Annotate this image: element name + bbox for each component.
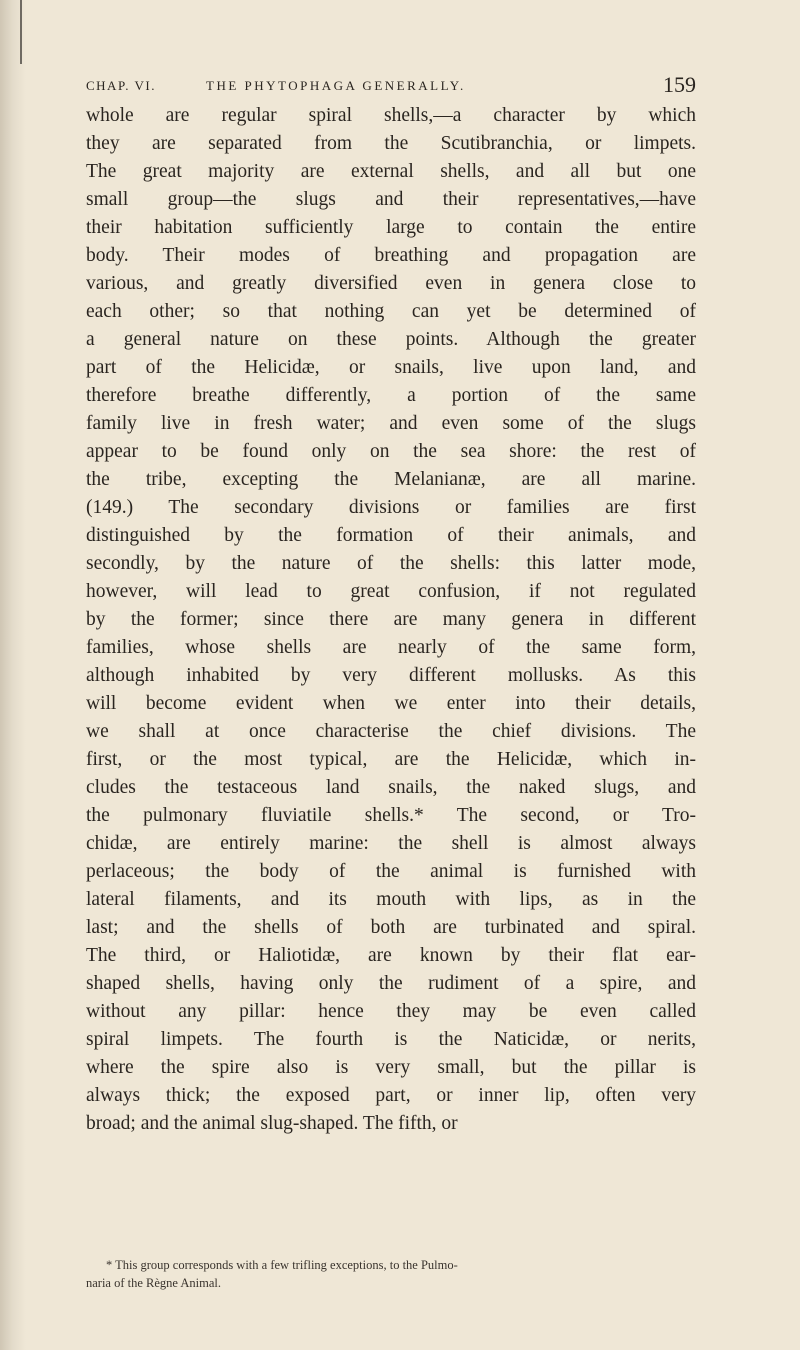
- footnotes: [86, 1256, 696, 1292]
- binding-line: [20, 0, 22, 64]
- text-line: The great majority are external shells, and all but one: [86, 161, 696, 182]
- text-line: distinguished by the formation of their animals, and: [86, 525, 696, 546]
- text-line: they are separated from the Scutibranchia, or limpets.: [86, 133, 696, 154]
- text-line: although inhabited by very different mollusks. As this: [86, 665, 696, 686]
- text-line: where the spire also is very small, but the pillar is: [86, 1057, 696, 1078]
- text-line: part of the Helicidæ, or snails, live upon land, and: [86, 357, 696, 378]
- text-line: their habitation sufficiently large to contain the entire: [86, 217, 696, 238]
- text-line: shaped shells, having only the rudiment of a spire, and: [86, 973, 696, 994]
- text-line: body. Their modes of breathing and propagation are: [86, 245, 696, 266]
- page-number: 159: [663, 72, 696, 97]
- text-line: the pulmonary fluviatile shells.* The second, or Tro-: [86, 805, 696, 826]
- text-line: families, whose shells are nearly of the same form,: [86, 637, 696, 658]
- text-line: perlaceous; the body of the animal is furnished with: [86, 861, 696, 882]
- page-gutter-shadow: [0, 0, 26, 1350]
- text-line: various, and greatly diversified even in genera close to: [86, 273, 696, 294]
- text-line: by the former; since there are many genera in different: [86, 609, 696, 630]
- text-line: The third, or Haliotidæ, are known by their flat ear-: [86, 945, 696, 966]
- text-line: whole are regular spiral shells,—a character by which: [86, 105, 696, 126]
- text-line: chidæ, are entirely marine: the shell is almost always: [86, 833, 696, 854]
- chapter-label: CHAP. VI.: [86, 78, 156, 93]
- text-line: each other; so that nothing can yet be determined of: [86, 301, 696, 322]
- text-line: secondly, by the nature of the shells: this latter mode,: [86, 553, 696, 574]
- text-line: we shall at once characterise the chief divisions. The: [86, 721, 696, 742]
- running-title: THE PHYTOPHAGA GENERALLY.: [206, 78, 466, 93]
- text-line: always thick; the exposed part, or inner lip, often very: [86, 1085, 696, 1106]
- text-line: spiral limpets. The fourth is the Naticidæ, or nerits,: [86, 1029, 696, 1050]
- text-line: last; and the shells of both are turbinated and spiral.: [86, 917, 696, 938]
- text-line: (149.) The secondary divisions or families are first: [86, 497, 696, 518]
- text-line: without any pillar: hence they may be even called: [86, 1001, 696, 1022]
- footnote-line: * This group corresponds with a few trifling exceptions, to the Pulmo-: [106, 1258, 458, 1272]
- text-line: will become evident when we enter into their details,: [86, 693, 696, 714]
- text-line: appear to be found only on the sea shore: the rest of: [86, 441, 696, 462]
- text-line: however, will lead to great confusion, if not regulated: [86, 581, 696, 602]
- text-line: the tribe, excepting the Melanianæ, are all marine.: [86, 469, 696, 490]
- footnote-line: naria of the Règne Animal.: [86, 1276, 222, 1290]
- text-line: a general nature on these points. Although the greater: [86, 329, 696, 350]
- text-line: first, or the most typical, are the Helicidæ, which in-: [86, 749, 696, 770]
- running-header: [86, 72, 696, 102]
- text-line: lateral filaments, and its mouth with lips, as in the: [86, 889, 696, 910]
- text-line: small group—the slugs and their representatives,—have: [86, 189, 696, 210]
- text-line: family live in fresh water; and even some of the slugs: [86, 413, 696, 434]
- text-line: broad; and the animal slug-shaped. The fifth, or: [86, 1113, 458, 1134]
- text-line: cludes the testaceous land snails, the naked slugs, and: [86, 777, 696, 798]
- text-line: therefore breathe differently, a portion of the same: [86, 385, 696, 406]
- body-text: [86, 102, 696, 1138]
